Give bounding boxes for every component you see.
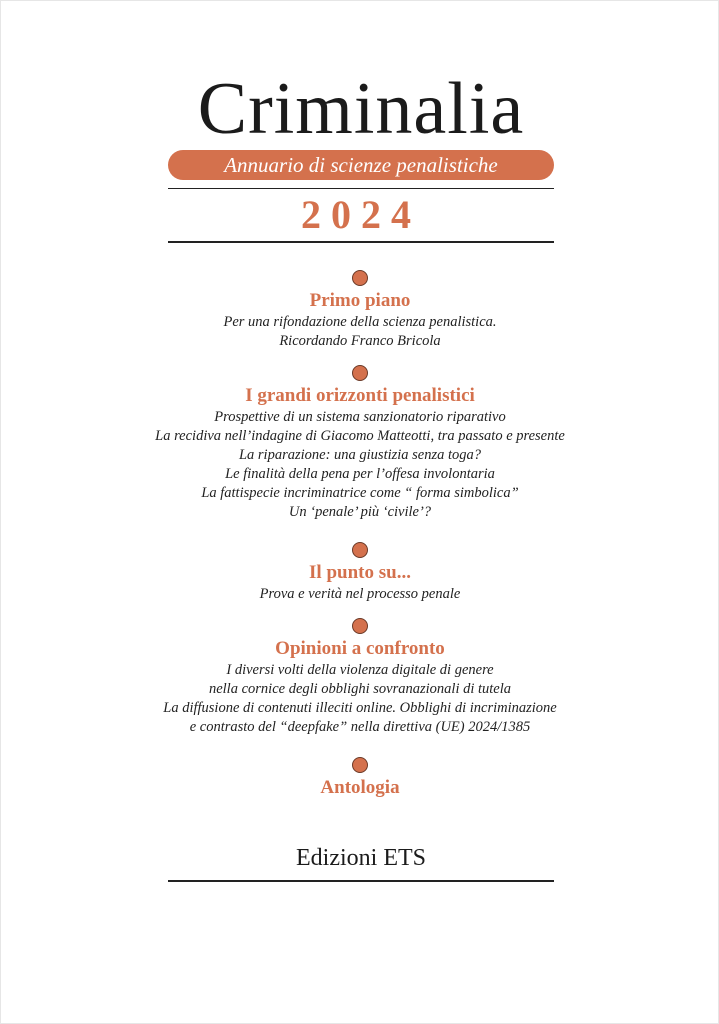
section-item: La recidiva nell’indagine di Giacomo Matteotti, tra passato e presente	[155, 428, 565, 444]
section-grandi-orizzonti	[110, 365, 610, 522]
masthead	[168, 68, 554, 243]
section-item: Un ‘penale’ più ‘civile’?	[288, 504, 432, 520]
bullet-dot-icon	[352, 618, 368, 634]
section-item: nella cornice degli obblighi sovranazionali di tutela	[208, 681, 512, 697]
section-item: Per una rifondazione della scienza penalistica.	[223, 314, 497, 330]
publisher-divider	[168, 880, 554, 882]
section-item: Le finalità della pena per l’offesa involontaria	[225, 466, 495, 482]
section-item: La fattispecie incriminatrice come “ forma simbolica”	[201, 485, 519, 501]
section-title: Antologia	[320, 777, 400, 798]
section-item: I diversi volti della violenza digitale di genere	[226, 662, 494, 678]
bullet-dot-icon	[352, 542, 368, 558]
subtitle-banner: Annuario di scienze penalistiche	[168, 150, 554, 180]
section-title: Il punto su...	[309, 562, 411, 583]
divider-bottom	[168, 241, 554, 243]
section-primo-piano	[110, 270, 610, 351]
section-item: Prova e verità nel processo penale	[259, 586, 461, 602]
year-label: 2024	[301, 192, 421, 237]
section-opinioni	[110, 618, 610, 737]
section-title: Opinioni a confronto	[275, 638, 445, 659]
section-item: Ricordando Franco Bricola	[279, 333, 441, 349]
bullet-dot-icon	[352, 270, 368, 286]
journal-title: Criminalia	[197, 68, 525, 150]
table-of-contents	[110, 270, 610, 814]
section-item: e contrasto del “deepfake” nella direttiva (UE) 2024/1385	[189, 719, 531, 735]
publisher-name: Edizioni ETS	[296, 845, 426, 871]
section-punto-su	[110, 542, 610, 604]
section-item: La riparazione: una giustizia senza toga?	[238, 447, 482, 463]
section-title: I grandi orizzonti penalistici	[245, 385, 475, 406]
bullet-dot-icon	[352, 757, 368, 773]
bullet-dot-icon	[352, 365, 368, 381]
section-item: La diffusione di contenuti illeciti online. Obblighi di incriminazione	[163, 700, 557, 716]
section-title: Primo piano	[309, 290, 411, 311]
section-item: Prospettive di un sistema sanzionatorio riparativo	[214, 409, 506, 425]
divider-top	[168, 188, 554, 189]
section-antologia	[110, 757, 610, 800]
